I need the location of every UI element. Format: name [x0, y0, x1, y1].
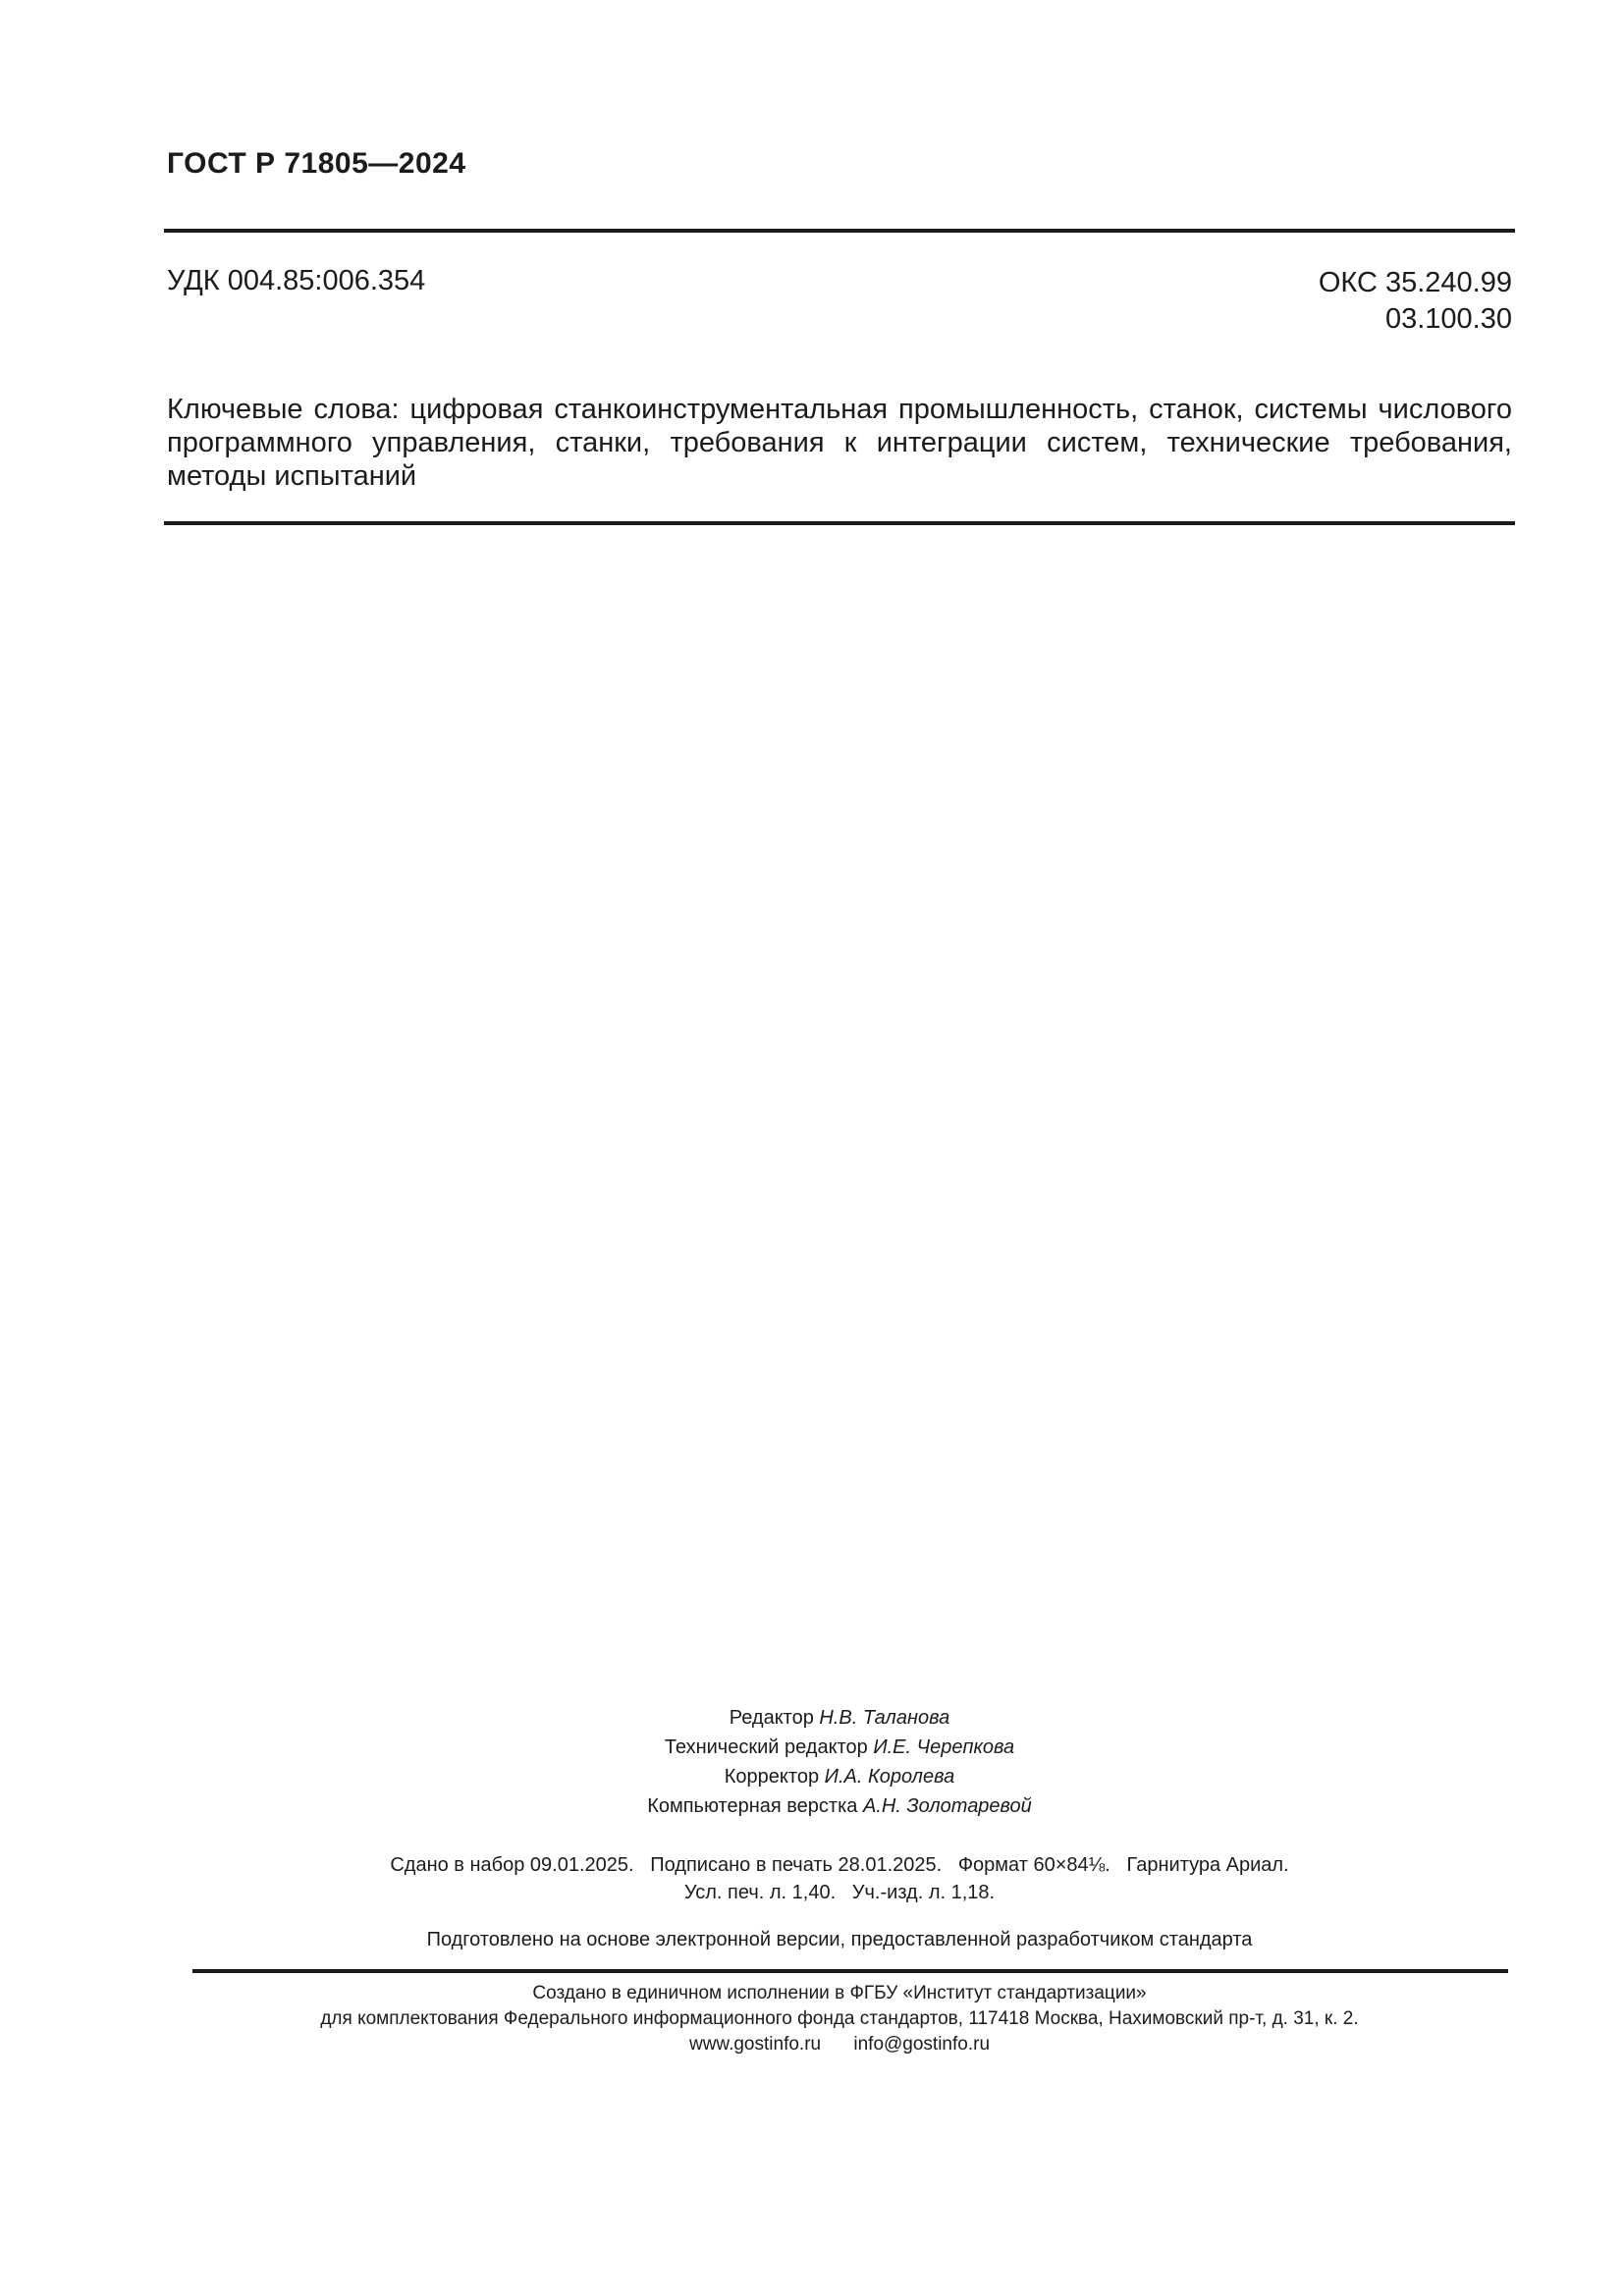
- credit-role: Компьютерная верстка: [647, 1795, 863, 1817]
- keywords-paragraph: Ключевые слова: цифровая станкоинструментальная промышленность, станок, системы числового программного управления, станки, требования к интеграции систем, технические требования, методы испытаний: [167, 394, 1512, 492]
- colophon-address-line: для комплектования Федерального информационного фонда стандартов, 117418 Москва, Нахимовский пр-т, д. 31, к. 2.: [320, 2008, 1359, 2029]
- oks-code-block: [1319, 265, 1512, 338]
- oks-code-line-2: 03.100.30: [1384, 303, 1512, 335]
- colophon-publisher-line: Создано в единичном исполнении в ФГБУ «Институт стандартизации»: [532, 1983, 1147, 2003]
- publisher-colophon: [164, 1981, 1515, 2057]
- imprint-sheets-line: Усл. печ. л. 1,40. Уч.-изд. л. 1,18.: [683, 1882, 996, 1903]
- credit-name: Н.В. Таланова: [819, 1707, 950, 1729]
- imprint-note: Подготовлено на основе электронной версии, предоставленной разработчиком стандарта: [426, 1929, 1253, 1950]
- credit-role: Технический редактор: [664, 1736, 874, 1758]
- credit-name: А.Н. Золотаревой: [862, 1795, 1032, 1817]
- udk-code: УДК 004.85:006.354: [167, 265, 426, 296]
- credit-line-corrector: [164, 1762, 1515, 1791]
- oks-code-line-1: ОКС 35.240.99: [1318, 267, 1512, 298]
- credit-name: И.Е. Черепкова: [873, 1736, 1015, 1758]
- header-rule: [164, 229, 1515, 233]
- credit-line-technical-editor: [164, 1733, 1515, 1762]
- keywords-rule: [164, 521, 1515, 525]
- editorial-credits: [164, 1703, 1515, 1821]
- publisher-website: www.gostinfo.ru: [688, 2034, 822, 2055]
- colophon-contacts-line: [164, 2032, 1515, 2057]
- imprint-typesetting-line: Сдано в набор 09.01.2025. Подписано в печать 28.01.2025. Формат 60×84⅛. Гарнитура Ариал.: [390, 1854, 1289, 1876]
- credit-role: Корректор: [724, 1766, 825, 1788]
- credit-name: И.А. Королева: [824, 1766, 955, 1788]
- credit-role: Редактор: [729, 1707, 820, 1729]
- credit-line-layout: [164, 1791, 1515, 1821]
- classification-codes-row: [167, 265, 1512, 338]
- publisher-email: info@gostinfo.ru: [853, 2034, 991, 2055]
- footer-rule: [192, 1969, 1508, 1973]
- print-imprint: [164, 1851, 1515, 1953]
- credit-line-editor: [164, 1703, 1515, 1733]
- doc-code-heading: ГОСТ Р 71805—2024: [167, 147, 466, 180]
